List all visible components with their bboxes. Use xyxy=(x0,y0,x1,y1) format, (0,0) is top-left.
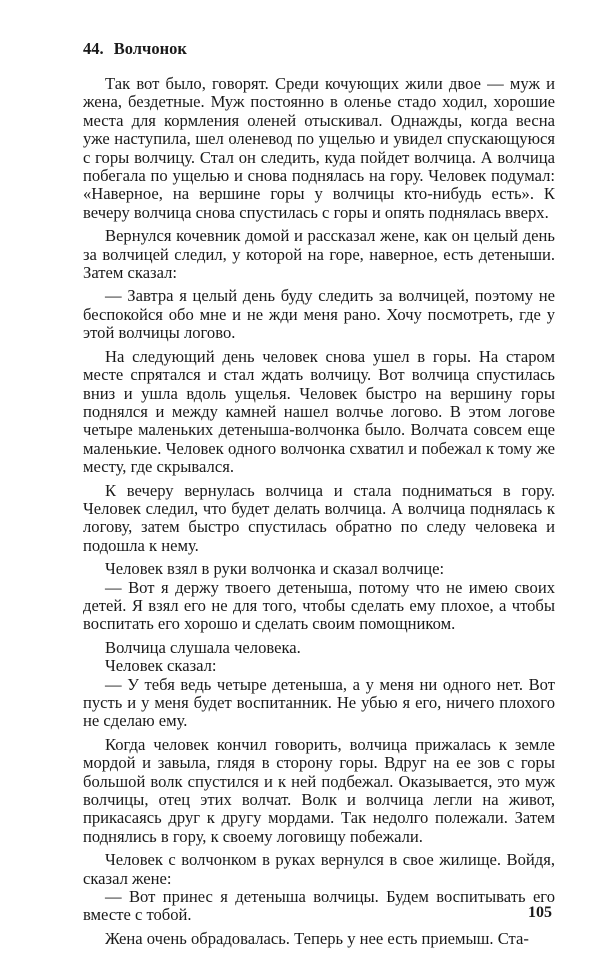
paragraph: Жена очень обрадовалась. Теперь у нее есть приемыш. Ста- xyxy=(105,928,529,948)
paragraph: К вечеру вернулась волчица и стала подниматься в гору. Человек следил, что будет делать волчица. А волчица поднялась к логову, затем быстро спустилась обратно по следу человека и подошла к нему. xyxy=(83,480,555,555)
paragraph: — Вот принес я детеныша волчицы. Будем воспитывать его вместе с тобой. xyxy=(83,887,555,925)
paragraph: — Вот я держу твоего детеныша, потому что не имею своих детей. Я взял его не для того, чтобы сделать ему плохое, а чтобы воспитать его хорошо и сделать своим помощником. xyxy=(83,577,555,634)
paragraph: — Завтра я целый день буду следить за волчицей, поэтому не беспокойся обо мне и не жди меня рано. Хочу посмотреть, где у этой волчицы логово. xyxy=(83,286,555,343)
paragraph: Человек сказал: xyxy=(105,656,217,676)
paragraph: Человек с волчонком в руках вернулся в свое жилище. Войдя, сказал жене: xyxy=(83,850,555,888)
paragraph: Когда человек кончил говорить, волчица прижалась к земле мордой и завыла, глядя в сторону горы. Вдруг на ее зов с горы большой волк спустился и к ней подбежал. Оказывается, это муж волчицы, отец этих волчат. Волк и волчица легли на живот, прикасаясь друг к другу мордами. Так недолго полежали. Затем поднялись в гору, к своему логовищу побежали. xyxy=(83,734,555,846)
paragraph: Вернулся кочевник домой и рассказал жене, как он целый день за волчицей следил, у которой на горе, наверное, есть детеныши. Затем сказал: xyxy=(83,226,555,283)
paragraph: Волчица слушала человека. xyxy=(105,637,301,657)
page-number: 105 xyxy=(528,904,552,921)
paragraph: Так вот было, говорят. Среди кочующих жили двое — муж и жена, бездетные. Муж постоянно в оленье стадо ходил, хорошие места для кормления оленей отыскивал. Однажды, когда весна уже наступила, шел оленевод по ущелью и увидел спускающуюся с горы волчицу. Стал он следить, куда пойдет волчица. А волчица побегала по ущелью и снова поднялась на гору. Человек подумал: «Наверное, на вершине горы у волчицы кто-нибудь есть». К вечеру волчица снова спустилась с горы и опять поднялась вверх. xyxy=(83,74,555,222)
page-body xyxy=(83,37,555,953)
paragraph: Человек взял в руки волчонка и сказал волчице: xyxy=(105,559,445,579)
chapter-title: Волчонок xyxy=(113,39,187,58)
paragraph: На следующий день человек снова ушел в горы. На старом месте спрятался и стал ждать волчицу. Вот волчица спустилась вниз и ушла вдоль ущелья. Человек быстро на вершину горы поднялся и между камней нашел волчье логово. В этом логове четыре маленьких детеныша-волчонка было. Волчата совсем еще маленькие. Человек одного волчонка схватил и побежал к тому же месту, где скрывался. xyxy=(83,346,555,477)
chapter-number: 44. xyxy=(83,39,104,58)
paragraph: — У тебя ведь четыре детеныша, а у меня ни одного нет. Вот пусть и у меня будет воспитанник. Не убью я его, ничего плохого не сделаю ему. xyxy=(83,674,555,731)
chapter-heading xyxy=(83,37,555,61)
